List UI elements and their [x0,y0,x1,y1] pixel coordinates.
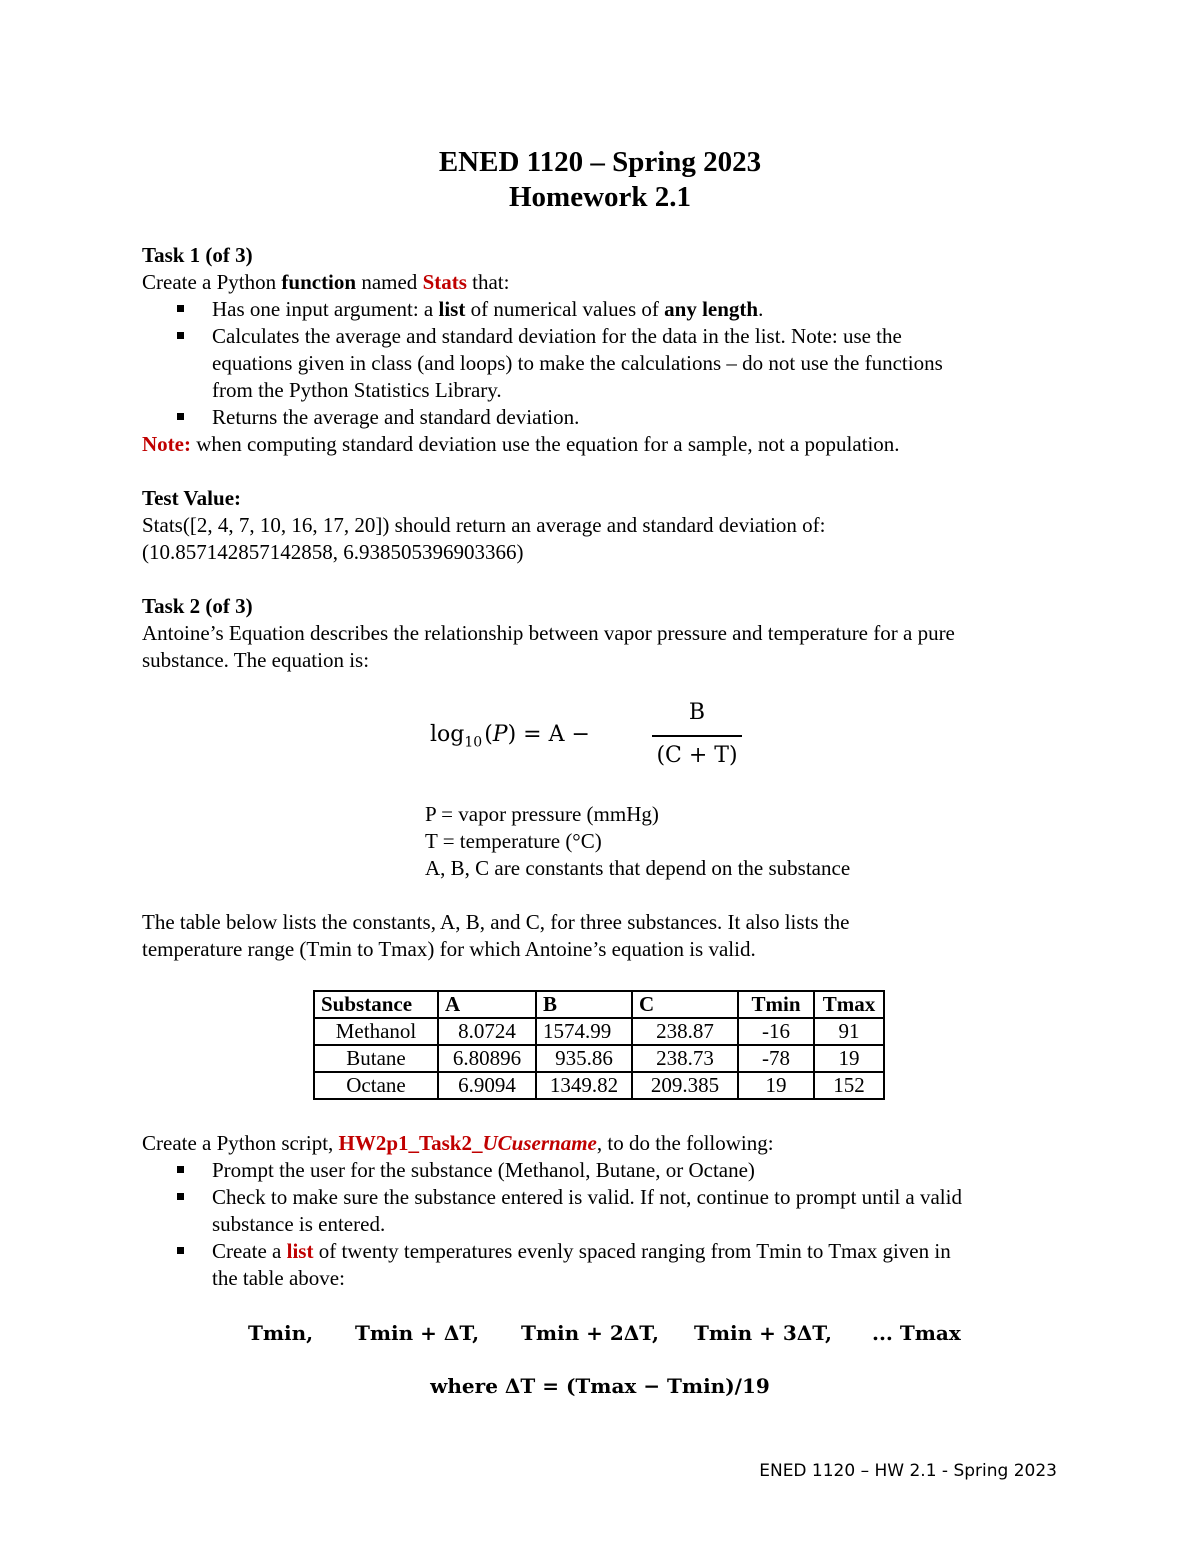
table-row [314,1045,884,1072]
table-cell: 209.385 [632,1072,738,1099]
task1-bullet-2-line3: from the Python Statistics Library. [212,378,502,402]
task1-heading: Task 1 (of 3) [142,243,253,267]
table-cell: 935.86 [536,1045,632,1072]
task1-bullet-1: Has one input argument: a list of numerical values of any length. [212,297,764,321]
sequence-term: ... Tmax [872,1321,961,1345]
table-cell: 6.9094 [438,1072,536,1099]
table-cell: 19 [738,1072,814,1099]
def-pressure: P = vapor pressure (mmHg) [425,802,659,826]
table-cell: 1574.99 [536,1018,632,1045]
step-3-line2: the table above: [212,1266,345,1290]
sequence-term: Tmin, [248,1321,314,1345]
table-cell: 6.80896 [438,1045,536,1072]
bullet-icon [177,1193,184,1200]
test-value-line2: (10.857142857142858, 6.938505396903366) [142,540,524,564]
table-intro-line1: The table below lists the constants, A, B, and C, for three substances. It also lists the [142,910,850,934]
table-header-cell: C [632,991,738,1018]
table-cell: 19 [814,1045,884,1072]
table-intro-line2: temperature range (Tmin to Tmax) for which Antoine’s equation is valid. [142,937,756,961]
fraction-bar [652,735,742,737]
table-cell: Methanol [314,1018,438,1045]
table-cell: 152 [814,1072,884,1099]
table-row [314,1018,884,1045]
constants-table [313,990,885,1100]
page-subtitle: Homework 2.1 [508,181,692,213]
table-header-cell: A [438,991,536,1018]
table-header-cell: Tmin [738,991,814,1018]
step-3-line1: Create a list of twenty temperatures evenly spaced ranging from Tmin to Tmax given in [212,1239,951,1263]
table-cell: Butane [314,1045,438,1072]
equation-denominator: (C + T) [656,743,738,768]
table-cell: 238.87 [632,1018,738,1045]
step-2-line2: substance is entered. [212,1212,386,1236]
equation-numerator: B [688,700,706,725]
task1-bullet-2-line2: equations given in class (and loops) to make the calculations – do not use the functions [212,351,943,375]
table-cell: 91 [814,1018,884,1045]
task1-note: Note: when computing standard deviation use the equation for a sample, not a population. [142,432,900,456]
table-header-cell: B [536,991,632,1018]
task2-intro-line1: Antoine’s Equation describes the relationship between vapor pressure and temperature for a pure [142,621,955,645]
step-1: Prompt the user for the substance (Methanol, Butane, or Octane) [212,1158,755,1182]
test-value-line1: Stats([2, 4, 7, 10, 16, 17, 20]) should return an average and standard deviation of: [142,513,826,537]
page-title: ENED 1120 – Spring 2023 [438,146,762,178]
task1-intro: Create a Python function named Stats that: [142,270,510,294]
task2-intro-line2: substance. The equation is: [142,648,370,672]
table-cell: -16 [738,1018,814,1045]
equation-lhs: $\log_{10}(𝑃) = A$ − [430,722,590,751]
def-temperature: T = temperature (°C) [425,829,602,853]
table-cell: 238.73 [632,1045,738,1072]
table-header-cell: Tmax [814,991,884,1018]
table-header-cell: Substance [314,991,438,1018]
bullet-icon [177,1166,184,1173]
task1-bullet-3: Returns the average and standard deviation. [212,405,580,429]
delta-t-formula: where ΔT = (Tmax − Tmin)/19 [430,1374,770,1398]
bullet-icon [177,413,184,420]
def-constants: A, B, C are constants that depend on the substance [425,856,851,880]
sequence-term: Tmin + 3ΔT, [694,1321,832,1345]
sequence-term: Tmin + ΔT, [355,1321,480,1345]
bullet-icon [177,305,184,312]
table-row [314,1072,884,1099]
table-cell: Octane [314,1072,438,1099]
task2-heading: Task 2 (of 3) [142,594,253,618]
test-value-heading: Test Value: [142,486,242,510]
step-2-line1: Check to make sure the substance entered is valid. If not, continue to prompt until a valid [212,1185,962,1209]
bullet-icon [177,1247,184,1254]
bullet-icon [177,332,184,339]
table-cell: 1349.82 [536,1072,632,1099]
page-footer: ENED 1120 – HW 2.1 - Spring 2023 [759,1461,1057,1481]
table-cell: 8.0724 [438,1018,536,1045]
script-intro: Create a Python script, HW2p1_Task2_UCusername, to do the following: [142,1131,774,1155]
task1-bullet-2-line1: Calculates the average and standard deviation for the data in the list. Note: use the [212,324,902,348]
table-header-row [314,991,884,1018]
sequence-term: Tmin + 2ΔT, [521,1321,659,1345]
table-cell: -78 [738,1045,814,1072]
